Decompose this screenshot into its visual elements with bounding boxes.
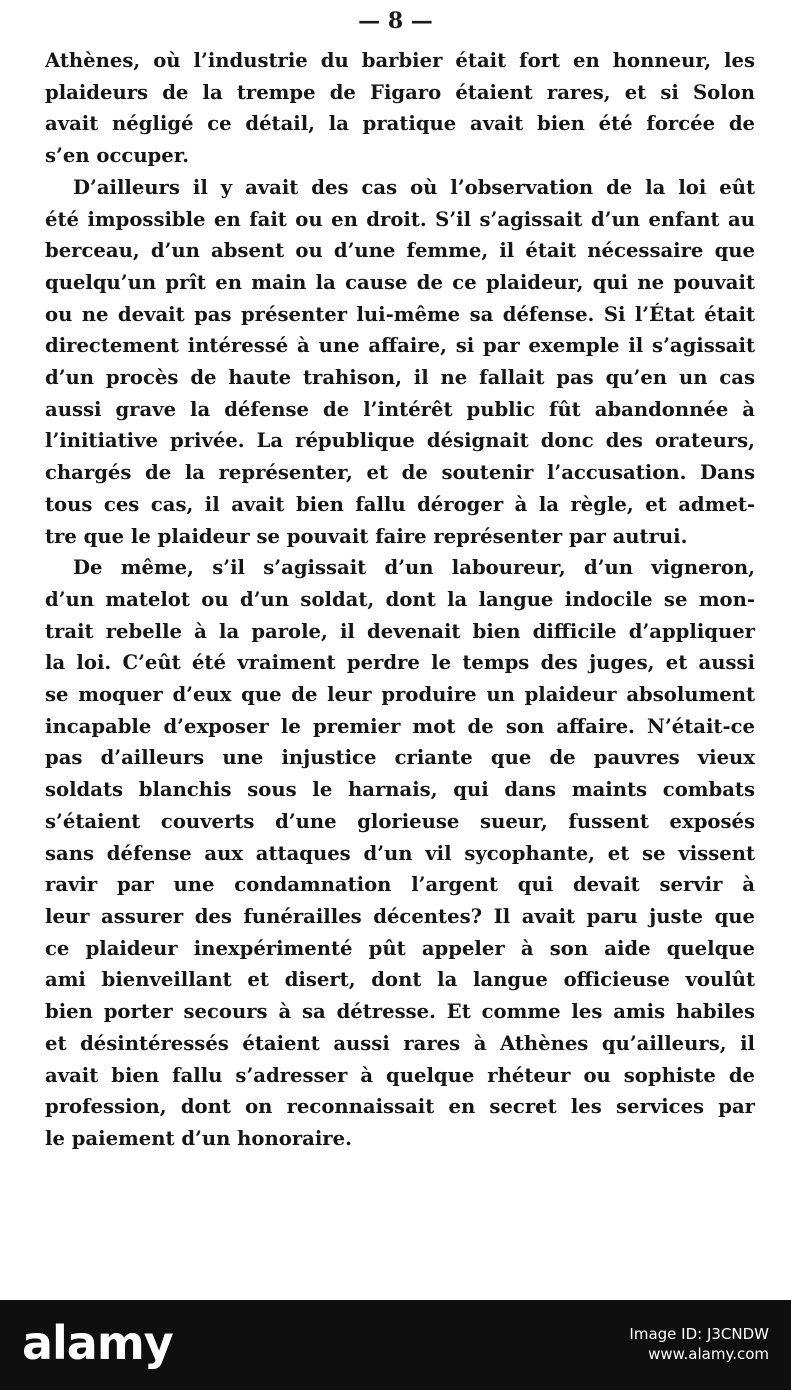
- text-line: incapable d’exposer le premier mot de son affaire. N’était-ce: [45, 714, 755, 738]
- site-url-label: www.alamy.com: [648, 1345, 769, 1363]
- text-line: et désintéressés étaient aussi rares à Athènes qu’ailleurs, il: [45, 1031, 755, 1055]
- text-line: tous ces cas, il avait bien fallu déroger à la règle, et admet-: [45, 492, 755, 516]
- text-line: Athènes, où l’industrie du barbier était fort en honneur, les: [45, 49, 755, 72]
- text-line: été impossible en fait ou en droit. S’il s’agissait d’un enfant au: [45, 207, 755, 231]
- text-line: bien porter secours à sa détresse. Et comme les amis habiles: [45, 1000, 755, 1024]
- image-id-label: Image ID: J3CNDW: [629, 1325, 769, 1343]
- text-line: directement intéressé à une affaire, si par exemple il s’agissait: [45, 334, 755, 358]
- text-line: profession, dont on reconnaissait en secret les services par: [45, 1095, 755, 1119]
- text-line: avait négligé ce détail, la pratique avait bien été forcée de: [45, 112, 755, 136]
- text-line: berceau, d’un absent ou d’une femme, il était nécessaire que: [45, 239, 755, 263]
- alamy-logo: alamy: [22, 1316, 173, 1370]
- text-line: chargés de la représenter, et de soutenir l’accusation. Dans: [45, 461, 755, 485]
- page-number: — 8 —: [358, 8, 433, 34]
- watermark-bar: [0, 1300, 791, 1390]
- text-line: D’ailleurs il y avait des cas où l’observation de la loi eût: [73, 175, 755, 199]
- text-line: pas d’ailleurs une injustice criante que de pauvres vieux: [45, 746, 755, 770]
- text-line: la loi. C’eût été vraiment perdre le temps des juges, et aussi: [45, 651, 755, 675]
- text-line: s’en occuper.: [45, 144, 190, 168]
- text-line: leur assurer des funérailles décentes? Il avait paru juste que: [45, 904, 755, 928]
- text-line: De même, s’il s’agissait d’un laboureur, d’un vigneron,: [73, 556, 755, 580]
- watermark-meta: [629, 1324, 769, 1364]
- text-line: tre que le plaideur se pouvait faire représenter par autrui.: [45, 524, 688, 548]
- text-line: ami bienveillant et disert, dont la langue officieuse voulût: [45, 968, 755, 992]
- text-line: avait bien fallu s’adresser à quelque rhéteur ou sophiste de: [45, 1063, 755, 1087]
- text-line: se moquer d’eux que de leur produire un plaideur absolument: [45, 683, 755, 707]
- text-line: ravir par une condamnation l’argent qui devait servir à: [45, 873, 755, 897]
- text-line: le paiement d’un honoraire.: [45, 1126, 352, 1150]
- text-line: sans défense aux attaques d’un vil sycophante, et se vissent: [45, 841, 755, 865]
- body-text: [45, 45, 755, 1155]
- text-line: d’un procès de haute trahison, il ne fallait pas qu’en un cas: [45, 366, 755, 390]
- text-line: ou ne devait pas présenter lui-même sa défense. Si l’État était: [45, 302, 755, 326]
- text-line: ce plaideur inexpérimenté pût appeler à son aide quelque: [45, 936, 755, 960]
- text-line: s’étaient couverts d’une glorieuse sueur, fussent exposés: [45, 809, 755, 833]
- text-line: soldats blanchis sous le harnais, qui dans maints combats: [45, 778, 755, 802]
- text-line: quelqu’un prît en main la cause de ce plaideur, qui ne pouvait: [45, 270, 755, 294]
- text-line: l’initiative privée. La république désignait donc des orateurs,: [45, 429, 755, 453]
- text-line: d’un matelot ou d’un soldat, dont la langue indocile se mon-: [45, 587, 755, 611]
- text-line: aussi grave la défense de l’intérêt public fût abandonnée à: [45, 397, 755, 421]
- text-line: trait rebelle à la parole, il devenait bien difficile d’appliquer: [45, 619, 755, 643]
- text-line: plaideurs de la trempe de Figaro étaient rares, et si Solon: [45, 80, 755, 104]
